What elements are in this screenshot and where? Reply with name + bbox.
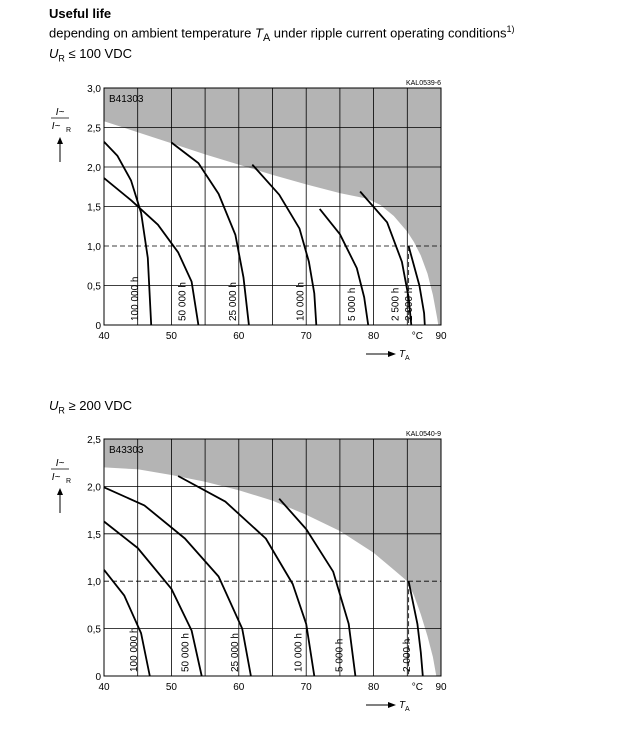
x-tick-label: 50 — [165, 331, 177, 342]
y-tick-label: 1,5 — [87, 202, 101, 214]
series-line — [104, 487, 251, 676]
part-label: B43303 — [109, 445, 144, 456]
x-tick-label: 50 — [165, 682, 177, 693]
chart-2 — [51, 431, 447, 713]
x-tick-label: 80 — [368, 682, 380, 693]
series-label: 100 000 h — [128, 627, 140, 672]
chart-1 — [51, 80, 447, 362]
y-tick-label: 2,5 — [87, 123, 101, 135]
x-axis-label: T — [399, 349, 406, 360]
series-label: 50 000 h — [177, 282, 189, 321]
condition-text: ≥ 200 VDC — [64, 398, 132, 413]
x-tick-label: 70 — [300, 331, 312, 342]
x-tick-label: 90 — [435, 331, 447, 342]
series-label: 25 000 h — [229, 633, 241, 672]
x-unit-label: °C — [411, 331, 424, 342]
x-tick-label: 70 — [300, 682, 312, 693]
y-axis-label-den: I~ — [51, 121, 61, 132]
x-axis-arrowhead — [388, 702, 396, 708]
series-label: 5 000 h — [334, 638, 346, 672]
chart-code: KAL0539-6 — [405, 80, 441, 87]
subtitle-var-sub: A — [262, 31, 271, 44]
subtitle-post: under ripple current operating conditions — [270, 25, 507, 41]
y-axis-arrowhead — [57, 137, 63, 144]
y-tick-label: 1,5 — [87, 529, 101, 541]
y-tick-label: 2,5 — [87, 435, 101, 446]
series-line — [104, 570, 150, 676]
x-axis-label-sub: A — [405, 355, 410, 362]
condition-var: U — [49, 398, 59, 413]
y-tick-label: 2,0 — [87, 163, 101, 174]
series-label: 5 000 h — [347, 287, 359, 321]
series-line — [104, 142, 151, 325]
x-axis-label-sub: A — [405, 706, 410, 713]
y-tick-label: 0,5 — [87, 281, 101, 293]
series-label: 25 000 h — [227, 282, 239, 321]
y-tick-label: 3,0 — [87, 84, 101, 95]
series-label: 2 000 h — [401, 638, 413, 672]
y-axis-label-num: I~ — [55, 458, 65, 469]
y-tick-label: 1,0 — [87, 242, 101, 253]
condition-var: U — [49, 46, 59, 61]
y-axis-label-num: I~ — [55, 107, 65, 118]
x-axis-arrowhead — [388, 351, 396, 357]
x-tick-label: 40 — [98, 682, 110, 693]
y-tick-label: 0 — [95, 672, 101, 683]
series-label: 10 000 h — [295, 282, 307, 321]
y-axis-label-den-sub: R — [66, 127, 72, 134]
x-tick-label: 60 — [233, 331, 245, 342]
series-line — [252, 165, 316, 325]
y-axis-arrowhead — [57, 488, 63, 495]
series-label: 10 000 h — [293, 633, 305, 672]
part-label: B41303 — [109, 94, 144, 105]
x-unit-label: °C — [411, 682, 424, 693]
series-label: 2 000 h — [403, 287, 415, 321]
series-label: 2 500 h — [390, 287, 402, 321]
series-line — [320, 209, 369, 325]
page-title: Useful life — [49, 6, 112, 21]
y-tick-label: 0,5 — [87, 624, 101, 636]
y-axis-label-den: I~ — [51, 472, 61, 483]
subtitle-pre: depending on ambient temperature — [49, 25, 255, 41]
series-label: 50 000 h — [180, 633, 192, 672]
condition-sub: R — [58, 405, 65, 416]
subtitle-footnote: 1) — [506, 24, 515, 34]
x-tick-label: 80 — [368, 331, 380, 342]
condition-sub: R — [58, 53, 65, 64]
y-tick-label: 0 — [95, 321, 101, 332]
subtitle-var: T — [254, 25, 263, 41]
condition-text: ≤ 100 VDC — [64, 46, 132, 61]
series-label: 100 000 h — [130, 276, 142, 321]
y-tick-label: 1,0 — [87, 577, 101, 589]
x-tick-label: 90 — [435, 682, 447, 693]
y-tick-label: 2,0 — [87, 482, 101, 494]
x-tick-label: 60 — [233, 682, 245, 693]
x-tick-label: 40 — [98, 331, 110, 342]
y-axis-label-den-sub: R — [66, 478, 72, 485]
chart-code: KAL0540-9 — [405, 431, 441, 438]
x-axis-label: T — [399, 700, 406, 711]
